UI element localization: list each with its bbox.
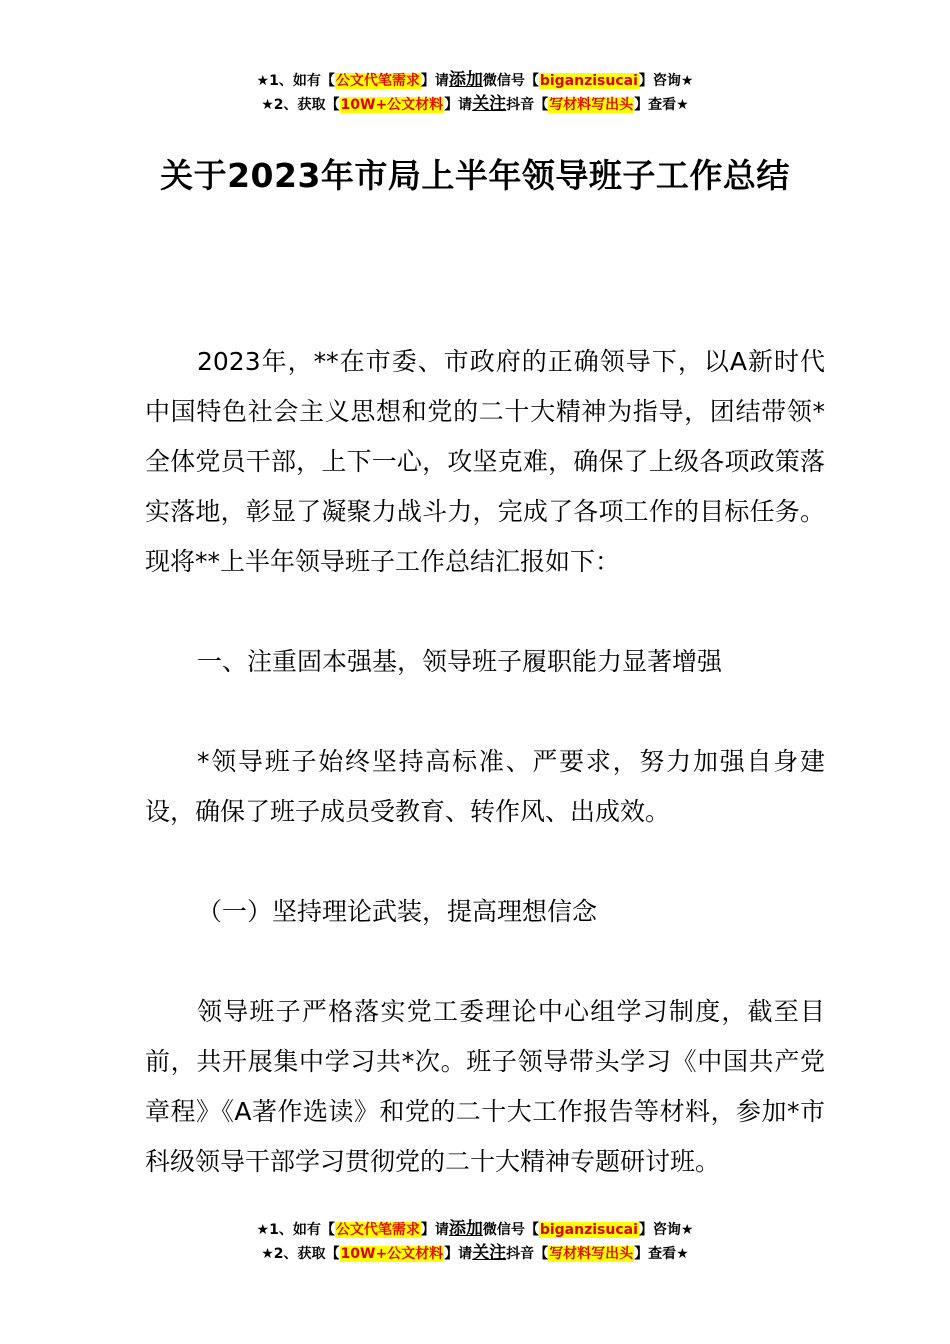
banner-text: 抖音【 [506,97,549,113]
banner-line-1 [0,69,950,93]
banner-line-1 [0,1218,950,1242]
section-heading-1: 一、注重固本强基，领导班子履职能力显著增强 [197,647,723,676]
banner-text: 抖音【 [506,1246,549,1262]
banner-text: 】请 [420,73,449,89]
banner-text: 微信号【 [482,73,539,89]
banner-highlight: 10W+公文材料 [340,1246,444,1262]
banner-highlight: biganzisucai [539,73,638,89]
banner-text: 】请 [420,1222,449,1238]
banner-text: 】咨询★ [638,73,694,89]
banner-highlight: 写材料写出头 [549,97,634,113]
banner-text: 】请 [444,97,473,113]
banner-text: ★2、获取【 [261,97,340,113]
document-title: 关于2023年市局上半年领导班子工作总结 [160,156,790,195]
banner-highlight: 公文代笔需求 [335,73,420,89]
banner-emphasis: 添加 [448,70,483,90]
banner-line-2 [0,1242,950,1266]
top-banner [0,69,950,117]
bottom-banner [0,1218,950,1266]
paragraph-section-1: *领导班子始终坚持高标准、严要求，努力加强自身建设，确保了班子成员受教育、转作风、出成效。 [145,747,825,826]
banner-text: 】查看★ [634,97,689,113]
banner-highlight: biganzisucai [539,1222,638,1238]
banner-highlight: 10W+公文材料 [340,97,444,113]
banner-text: 】咨询★ [638,1222,694,1238]
banner-emphasis: 添加 [448,1219,483,1239]
banner-emphasis: 关注 [472,94,507,114]
banner-highlight: 公文代笔需求 [335,1222,420,1238]
subsection-heading-1: （一）坚持理论武装，提高理想信念 [197,897,598,926]
banner-text: ★2、获取【 [261,1246,340,1262]
banner-text: ★1、如有【 [256,73,335,89]
banner-highlight: 写材料写出头 [549,1246,634,1262]
banner-text: 】请 [444,1246,473,1262]
banner-line-2 [0,93,950,117]
paragraph-subsection-1: 领导班子严格落实党工委理论中心组学习制度，截至目前，共开展集中学习共*次。班子领导带头学习《中国共产党章程》《A著作选读》和党的二十大工作报告等材料，参加*市科级领导干部学习贯彻党的二十大精神专题研讨班。 [145,997,825,1176]
banner-text: 微信号【 [482,1222,539,1238]
paragraph-intro: 2023年，**在市委、市政府的正确领导下，以A新时代中国特色社会主义思想和党的二十大精神为指导，团结带领*全体党员干部，上下一心，攻坚克难，确保了上级各项政策落实落地，彰显了凝聚力战斗力，完成了各项工作的目标任务。现将**上半年领导班子工作总结汇报如下： [145,347,825,576]
banner-emphasis: 关注 [472,1243,507,1263]
banner-text: 】查看★ [634,1246,689,1262]
banner-text: ★1、如有【 [256,1222,335,1238]
